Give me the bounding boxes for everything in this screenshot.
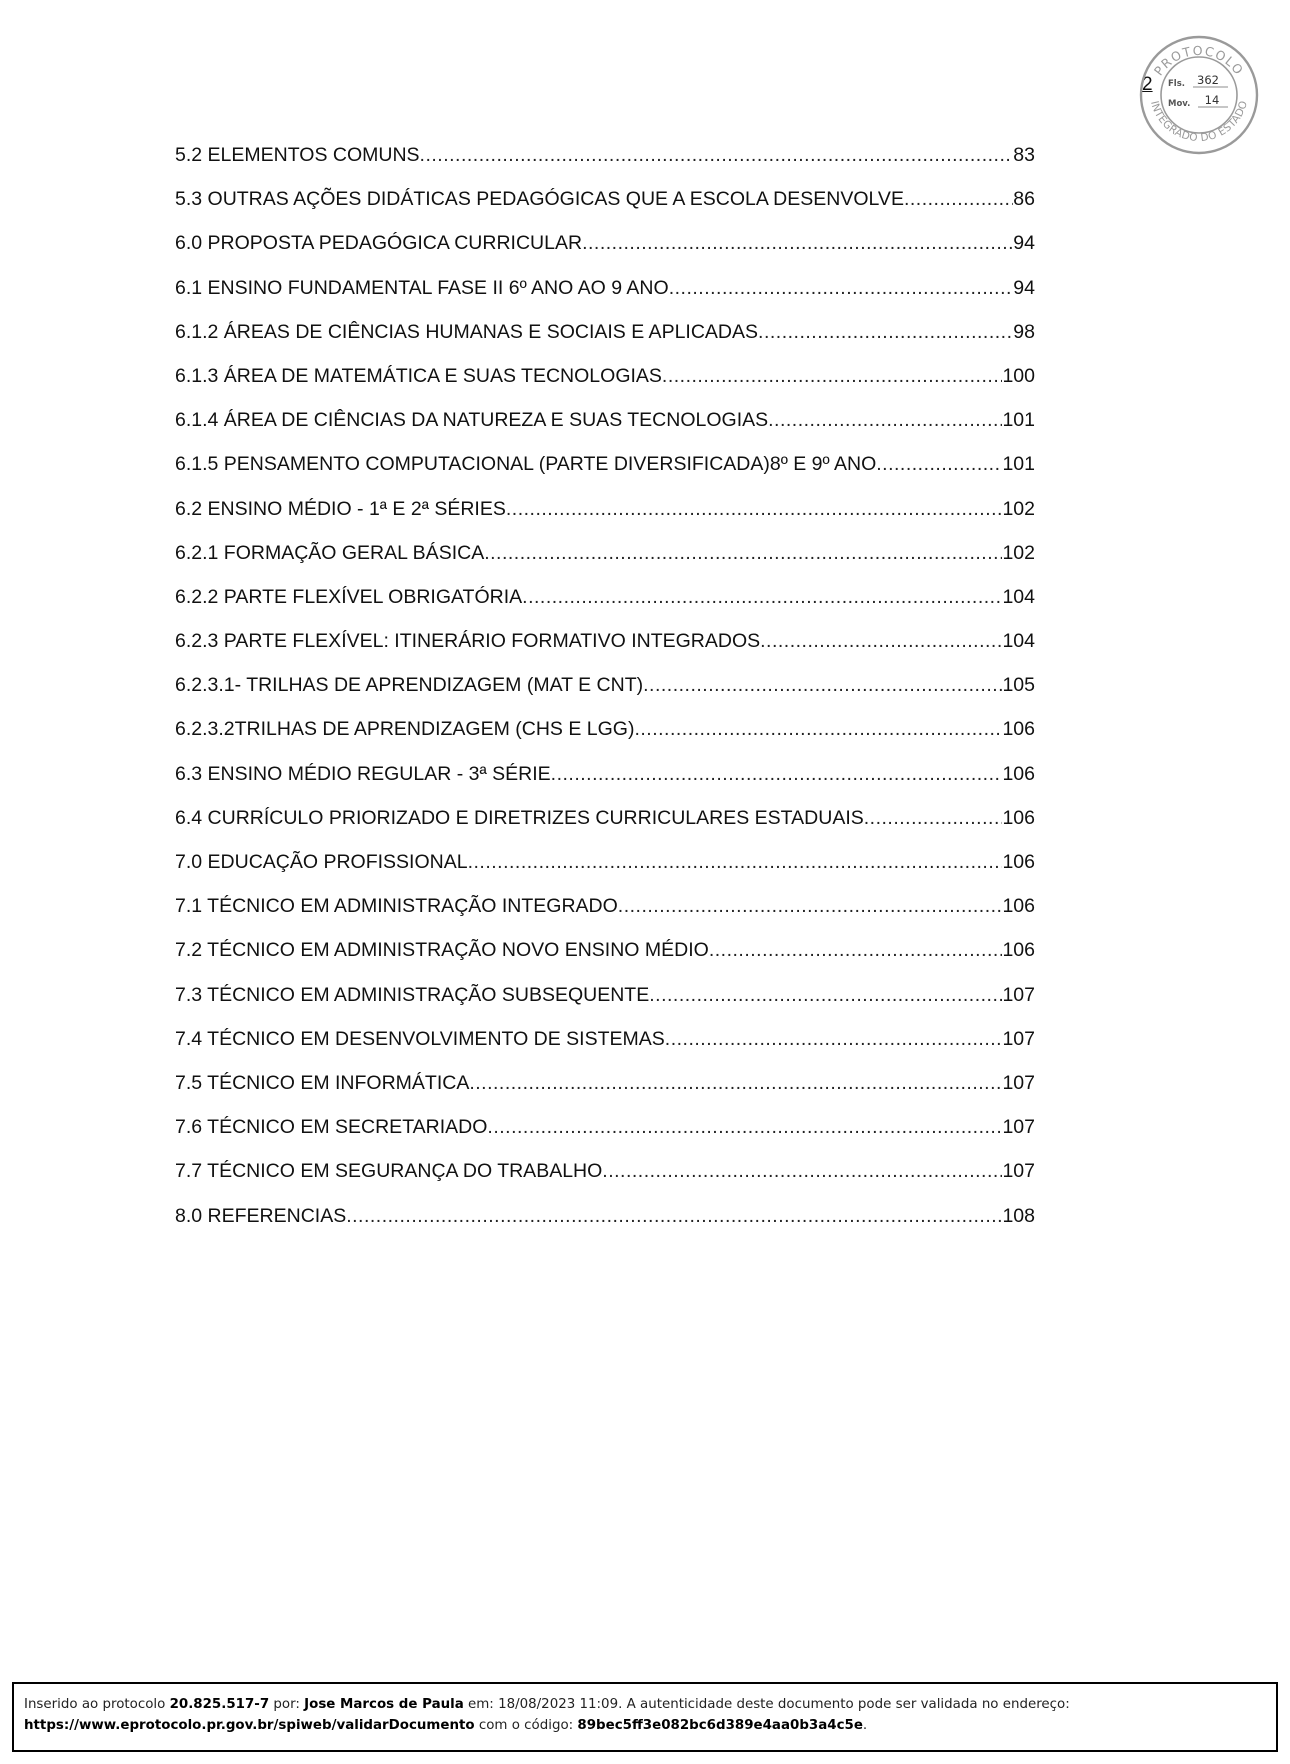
toc-entry-label: 6.4 CURRÍCULO PRIORIZADO E DIRETRIZES CURRICULARES ESTADUAIS — [175, 806, 864, 829]
stamp-ring-top: PROTOCOLO — [1150, 42, 1248, 79]
toc-entry-page: 94 — [1013, 276, 1035, 299]
toc-entry[interactable] — [175, 849, 1035, 893]
toc-entry-page: 94 — [1013, 232, 1035, 255]
stamp-fls-label: Fls. — [1168, 79, 1186, 89]
toc-entry-page: 83 — [1013, 144, 1035, 166]
toc-leader-dots — [662, 363, 1003, 390]
toc-leader-dots — [634, 716, 1002, 743]
toc-entry-label: 6.1 ENSINO FUNDAMENTAL FASE II 6º ANO AO 9 ANO — [175, 276, 669, 299]
toc-entry-label: 6.0 PROPOSTA PEDAGÓGICA CURRICULAR — [175, 232, 583, 255]
toc-entry-page: 106 — [1002, 762, 1035, 785]
author-name: Jose Marcos de Paula — [304, 1697, 464, 1712]
toc-entry-page: 104 — [1002, 585, 1035, 608]
toc-entry[interactable] — [175, 142, 1035, 186]
toc-entry-label: 7.6 TÉCNICO EM SECRETARIADO — [175, 1116, 488, 1139]
toc-entry[interactable] — [175, 230, 1035, 274]
toc-entry-label: 6.2 ENSINO MÉDIO - 1ª E 2ª SÉRIES — [175, 497, 506, 520]
toc-entry-label: 7.0 EDUCAÇÃO PROFISSIONAL — [175, 851, 468, 873]
toc-entry-label: 6.3 ENSINO MÉDIO REGULAR - 3ª SÉRIE — [175, 762, 551, 785]
toc-leader-dots — [904, 186, 1013, 213]
toc-entry-label: 7.5 TÉCNICO EM INFORMÁTICA — [175, 1071, 470, 1094]
toc-entry-page: 106 — [1002, 895, 1035, 918]
toc-entry-page: 106 — [1002, 806, 1035, 829]
validation-url[interactable]: https://www.eprotocolo.pr.gov.br/spiweb/validarDocumento — [24, 1718, 475, 1733]
toc-entry-label: 7.7 TÉCNICO EM SEGURANÇA DO TRABALHO — [175, 1160, 603, 1183]
toc-entry-page: 107 — [1002, 1027, 1035, 1050]
toc-entry-label: 6.1.4 ÁREA DE CIÊNCIAS DA NATUREZA E SUAS TECNOLOGIAS — [175, 409, 769, 432]
page-number: 2 — [1142, 74, 1153, 95]
toc-entry[interactable] — [175, 937, 1035, 981]
stamp-mov-label: Mov. — [1168, 99, 1191, 109]
validation-code: 89bec5ff3e082bc6d389e4aa0b3a4c5e — [577, 1718, 863, 1733]
toc-leader-dots — [506, 496, 1003, 523]
toc-entry-label: 6.1.2 ÁREAS DE CIÊNCIAS HUMANAS E SOCIAIS E APLICADAS — [175, 320, 759, 343]
toc-leader-dots — [346, 1203, 1002, 1230]
protocol-number: 20.825.517-7 — [169, 1697, 270, 1712]
toc-entry-page: 108 — [1002, 1204, 1035, 1227]
toc-entry[interactable] — [175, 1070, 1035, 1114]
toc-entry-page: 106 — [1002, 718, 1035, 741]
toc-entry[interactable] — [175, 893, 1035, 937]
toc-entry-label: 8.0 REFERENCIAS — [175, 1204, 347, 1227]
toc-entry-page: 105 — [1002, 674, 1035, 697]
protocol-stamp — [1138, 34, 1260, 156]
toc-entry-label: 6.2.3.1- TRILHAS DE APRENDIZAGEM (MAT E CNT) — [175, 674, 644, 697]
toc-entry[interactable] — [175, 716, 1035, 760]
toc-entry[interactable] — [175, 540, 1035, 584]
toc-leader-dots — [768, 407, 1002, 434]
protocol-footer — [12, 1682, 1278, 1752]
toc-leader-dots — [582, 230, 1013, 257]
toc-entry-label: 7.4 TÉCNICO EM DESENVOLVIMENTO DE SISTEMAS — [175, 1027, 665, 1050]
toc-entry[interactable] — [175, 496, 1035, 540]
toc-leader-dots — [618, 893, 1003, 920]
toc-leader-dots — [487, 1114, 1002, 1141]
toc-entry-label: 7.1 TÉCNICO EM ADMINISTRAÇÃO INTEGRADO — [175, 895, 618, 918]
toc-entry[interactable] — [175, 451, 1035, 495]
toc-entry-label: 6.2.2 PARTE FLEXÍVEL OBRIGATÓRIA — [175, 585, 523, 608]
toc-leader-dots — [420, 142, 1014, 169]
toc-leader-dots — [760, 628, 1002, 655]
toc-leader-dots — [864, 805, 1003, 832]
toc-entry-label: 6.2.3.2TRILHAS DE APRENDIZAGEM (CHS E LGG) — [175, 718, 635, 741]
stamp-mov-value: 14 — [1204, 93, 1220, 107]
toc-entry-label: 6.1.3 ÁREA DE MATEMÁTICA E SUAS TECNOLOGIAS — [175, 364, 662, 387]
toc-entry-label: 7.3 TÉCNICO EM ADMINISTRAÇÃO SUBSEQUENTE — [175, 983, 650, 1006]
toc-entry-page: 107 — [1002, 1071, 1035, 1094]
toc-entry-page: 107 — [1002, 983, 1035, 1006]
toc-leader-dots — [669, 275, 1014, 302]
toc-entry-page: 107 — [1002, 1160, 1035, 1183]
toc-leader-dots — [602, 1158, 1002, 1185]
stamp-fls-value: 362 — [1197, 73, 1219, 87]
stamp-ring-bottom: INTEGRADO DO ESTADO — [1148, 99, 1251, 145]
table-of-contents — [175, 142, 1035, 1247]
toc-entry[interactable] — [175, 407, 1035, 451]
toc-entry[interactable] — [175, 1158, 1035, 1202]
toc-entry-label: 6.2.3 PARTE FLEXÍVEL: ITINERÁRIO FORMATIVO INTEGRADOS — [175, 630, 761, 653]
toc-leader-dots — [469, 1070, 1002, 1097]
toc-entry-page: 98 — [1013, 320, 1035, 343]
toc-leader-dots — [643, 672, 1002, 699]
toc-leader-dots — [522, 584, 1002, 611]
toc-leader-dots — [665, 1026, 1003, 1053]
toc-leader-dots — [468, 849, 1003, 876]
toc-entry-label: 7.2 TÉCNICO EM ADMINISTRAÇÃO NOVO ENSINO MÉDIO — [175, 939, 709, 962]
toc-leader-dots — [709, 937, 1003, 964]
toc-entry-page: 104 — [1002, 630, 1035, 653]
toc-entry[interactable] — [175, 1203, 1035, 1247]
toc-entry[interactable] — [175, 319, 1035, 363]
toc-entry-label: 6.1.5 PENSAMENTO COMPUTACIONAL (PARTE DIVERSIFICADA)8º E 9º ANO — [175, 453, 877, 476]
toc-entry[interactable] — [175, 186, 1035, 230]
toc-entry-label: 6.2.1 FORMAÇÃO GERAL BÁSICA — [175, 541, 485, 564]
toc-entry-page: 106 — [1002, 851, 1035, 873]
toc-leader-dots — [758, 319, 1013, 346]
toc-entry[interactable] — [175, 628, 1035, 672]
toc-entry[interactable] — [175, 363, 1035, 407]
toc-leader-dots — [484, 540, 1002, 567]
toc-entry-page: 102 — [1002, 541, 1035, 564]
toc-entry-page: 100 — [1002, 364, 1035, 387]
toc-entry-page: 101 — [1002, 453, 1035, 476]
toc-entry-label: 5.2 ELEMENTOS COMUNS — [175, 144, 420, 166]
toc-entry-page: 102 — [1002, 497, 1035, 520]
toc-entry-label: 5.3 OUTRAS AÇÕES DIDÁTICAS PEDAGÓGICAS QUE A ESCOLA DESENVOLVE — [175, 188, 904, 211]
toc-entry[interactable] — [175, 672, 1035, 716]
toc-entry[interactable] — [175, 761, 1035, 805]
footer-line-1: Inserido ao protocolo 20.825.517-7 por: Jose Marcos de Paula em: 18/08/2023 11:09. A autenticidade deste documento pode ser validada no endereço: — [24, 1697, 1070, 1712]
footer-line-2: https://www.eprotocolo.pr.gov.br/spiweb/validarDocumento com o código: 89bec5ff3e082bc6d389e4aa0b3a4c5e. — [24, 1718, 868, 1733]
toc-leader-dots — [876, 451, 1002, 478]
toc-entry[interactable] — [175, 1026, 1035, 1070]
toc-entry-page: 106 — [1002, 939, 1035, 962]
toc-entry[interactable] — [175, 275, 1035, 319]
toc-entry-page: 107 — [1002, 1116, 1035, 1139]
toc-leader-dots — [551, 761, 1003, 788]
toc-entry-page: 101 — [1002, 409, 1035, 432]
toc-entry[interactable] — [175, 584, 1035, 628]
toc-entry-page: 86 — [1013, 188, 1035, 211]
toc-entry[interactable] — [175, 982, 1035, 1026]
toc-leader-dots — [649, 982, 1002, 1009]
toc-entry[interactable] — [175, 1114, 1035, 1158]
toc-entry[interactable] — [175, 805, 1035, 849]
